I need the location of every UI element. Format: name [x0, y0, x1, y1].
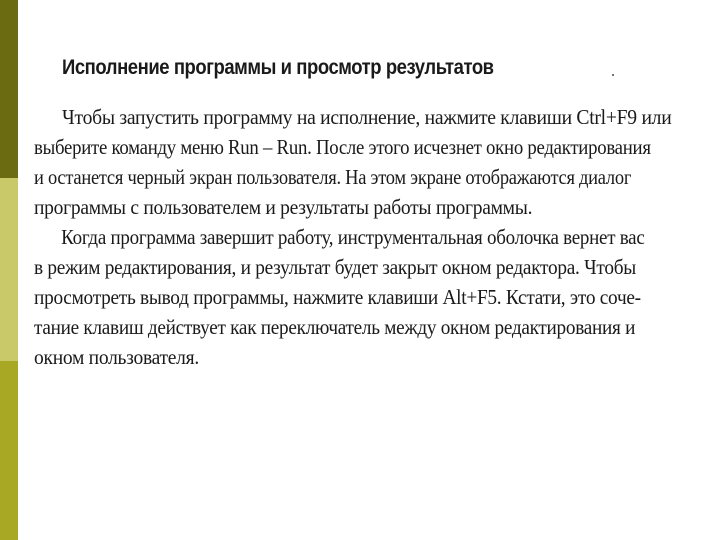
paragraph-2: [34, 222, 694, 372]
paragraph-1: [34, 102, 694, 222]
decorative-side-bar-middle: [0, 178, 18, 361]
paragraph-2-line-4: тание клавиш действует как переключатель между окном редактирования и: [34, 315, 636, 339]
paragraph-1-line-3: и останется черный экран пользователя. На этом экране отображаются диалог: [34, 165, 632, 189]
paragraph-2-line-3: просмотреть вывод программы, нажмите клавиши Alt+F5. Кстати, это соче-: [34, 285, 641, 309]
paragraph-2-line-1: Когда программа завершит работу, инструментальная оболочка вернет вас: [61, 225, 645, 249]
paragraph-1-line-2: выберите команду меню Run – Run. После этого исчезнет окно редактирования: [34, 135, 651, 159]
paragraph-1-line-1: Чтобы запустить программу на исполнение, нажмите клавиши Ctrl+F9 или: [62, 105, 672, 129]
decorative-side-bar-top: [0, 0, 18, 178]
paragraph-2-line-5: окном пользователя.: [34, 345, 199, 369]
paragraph-1-line-4: программы с пользователем и результаты работы программы.: [34, 195, 533, 219]
scanned-text-block: [34, 56, 694, 372]
decorative-side-bar-bottom: [0, 361, 18, 540]
section-title: Исполнение программы и просмотр результатов: [62, 56, 494, 79]
paragraph-2-line-2: в режим редактирования, и результат будет закрыт окном редактора. Чтобы: [34, 255, 636, 279]
